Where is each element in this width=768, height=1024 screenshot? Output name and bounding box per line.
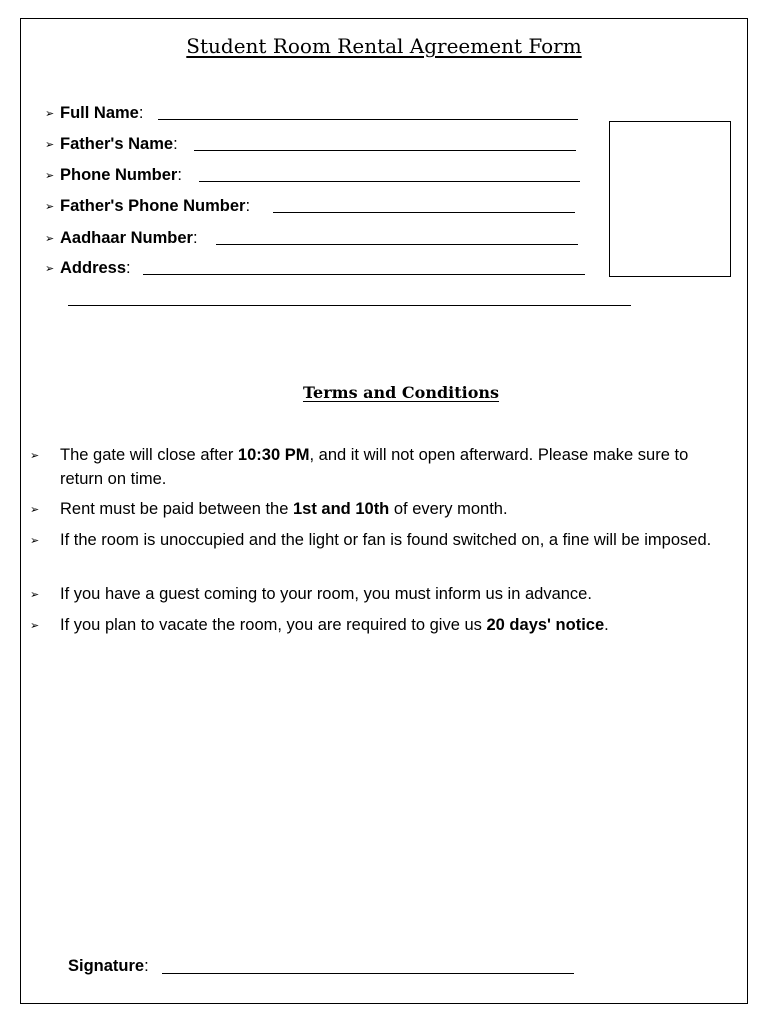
term-text: of every month. — [389, 500, 508, 518]
field-separator: : — [192, 229, 198, 247]
fathers-name-input-line[interactable] — [194, 150, 576, 151]
bullet-arrow-icon: ➢ — [30, 450, 40, 462]
field-separator: : — [173, 135, 178, 153]
term-text: If you plan to vacate the room, you are required to give us — [60, 616, 487, 634]
full-name-input-line[interactable] — [158, 119, 578, 120]
form-title-text: Student Room Rental Agreement Form — [186, 34, 582, 58]
term-text: The gate will close after — [60, 446, 238, 464]
bullet-arrow-icon: ➢ — [30, 589, 40, 601]
field-address — [45, 258, 131, 279]
signature-input-line[interactable] — [162, 973, 574, 974]
photo-box — [609, 121, 731, 277]
bullet-arrow-icon: ➢ — [45, 170, 55, 182]
term-item — [30, 444, 735, 491]
field-fathers-name — [45, 134, 178, 155]
field-fathers-phone-number — [45, 196, 250, 217]
field-phone-number — [45, 165, 182, 186]
field-label: Father's Phone Number — [60, 197, 246, 215]
form-title — [0, 32, 768, 60]
terms-heading — [0, 381, 768, 405]
fathers-phone-number-input-line[interactable] — [273, 212, 575, 213]
term-item — [30, 614, 735, 638]
terms-heading-text: Terms and Conditions — [302, 383, 500, 402]
field-full-name — [45, 103, 143, 124]
term-bold: 10:30 PM — [237, 446, 310, 464]
term-item — [30, 498, 735, 522]
bullet-arrow-icon: ➢ — [30, 620, 40, 632]
field-separator: : — [126, 259, 131, 277]
aadhaar-number-input-line[interactable] — [216, 244, 578, 245]
field-label: Full Name — [60, 104, 139, 122]
signature-row — [68, 956, 149, 976]
field-separator: : — [138, 104, 144, 122]
bullet-arrow-icon: ➢ — [45, 233, 55, 245]
signature-separator: : — [144, 957, 149, 975]
bullet-arrow-icon: ➢ — [45, 263, 55, 275]
term-bold: 20 days' notice — [486, 616, 605, 634]
term-text: , and it will not open afterward. Please make sure to return on time. — [60, 446, 689, 488]
term-text: . — [604, 616, 609, 634]
field-separator: : — [245, 197, 251, 215]
term-item — [30, 529, 735, 553]
bullet-arrow-icon: ➢ — [45, 201, 55, 213]
term-bold: 1st and 10th — [292, 500, 390, 518]
field-separator: : — [177, 166, 182, 184]
bullet-arrow-icon: ➢ — [30, 535, 40, 547]
phone-number-input-line[interactable] — [199, 181, 580, 182]
signature-label: Signature — [68, 957, 145, 975]
term-text: Rent must be paid between the — [60, 500, 293, 518]
term-text: If you have a guest coming to your room, you must inform us in advance. — [60, 585, 592, 603]
address-input-line-2[interactable] — [68, 305, 631, 306]
bullet-arrow-icon: ➢ — [45, 139, 55, 151]
bullet-arrow-icon: ➢ — [30, 504, 40, 516]
field-label: Phone Number — [60, 166, 178, 184]
field-aadhaar-number — [45, 228, 198, 249]
term-item — [30, 583, 735, 607]
address-input-line[interactable] — [143, 274, 585, 275]
bullet-arrow-icon: ➢ — [45, 108, 55, 120]
field-label: Father's Name — [60, 135, 174, 153]
term-text: If the room is unoccupied and the light or fan is found switched on, a fine will be imposed. — [60, 531, 712, 549]
field-label: Aadhaar Number — [60, 229, 193, 247]
field-label: Address — [60, 259, 127, 277]
